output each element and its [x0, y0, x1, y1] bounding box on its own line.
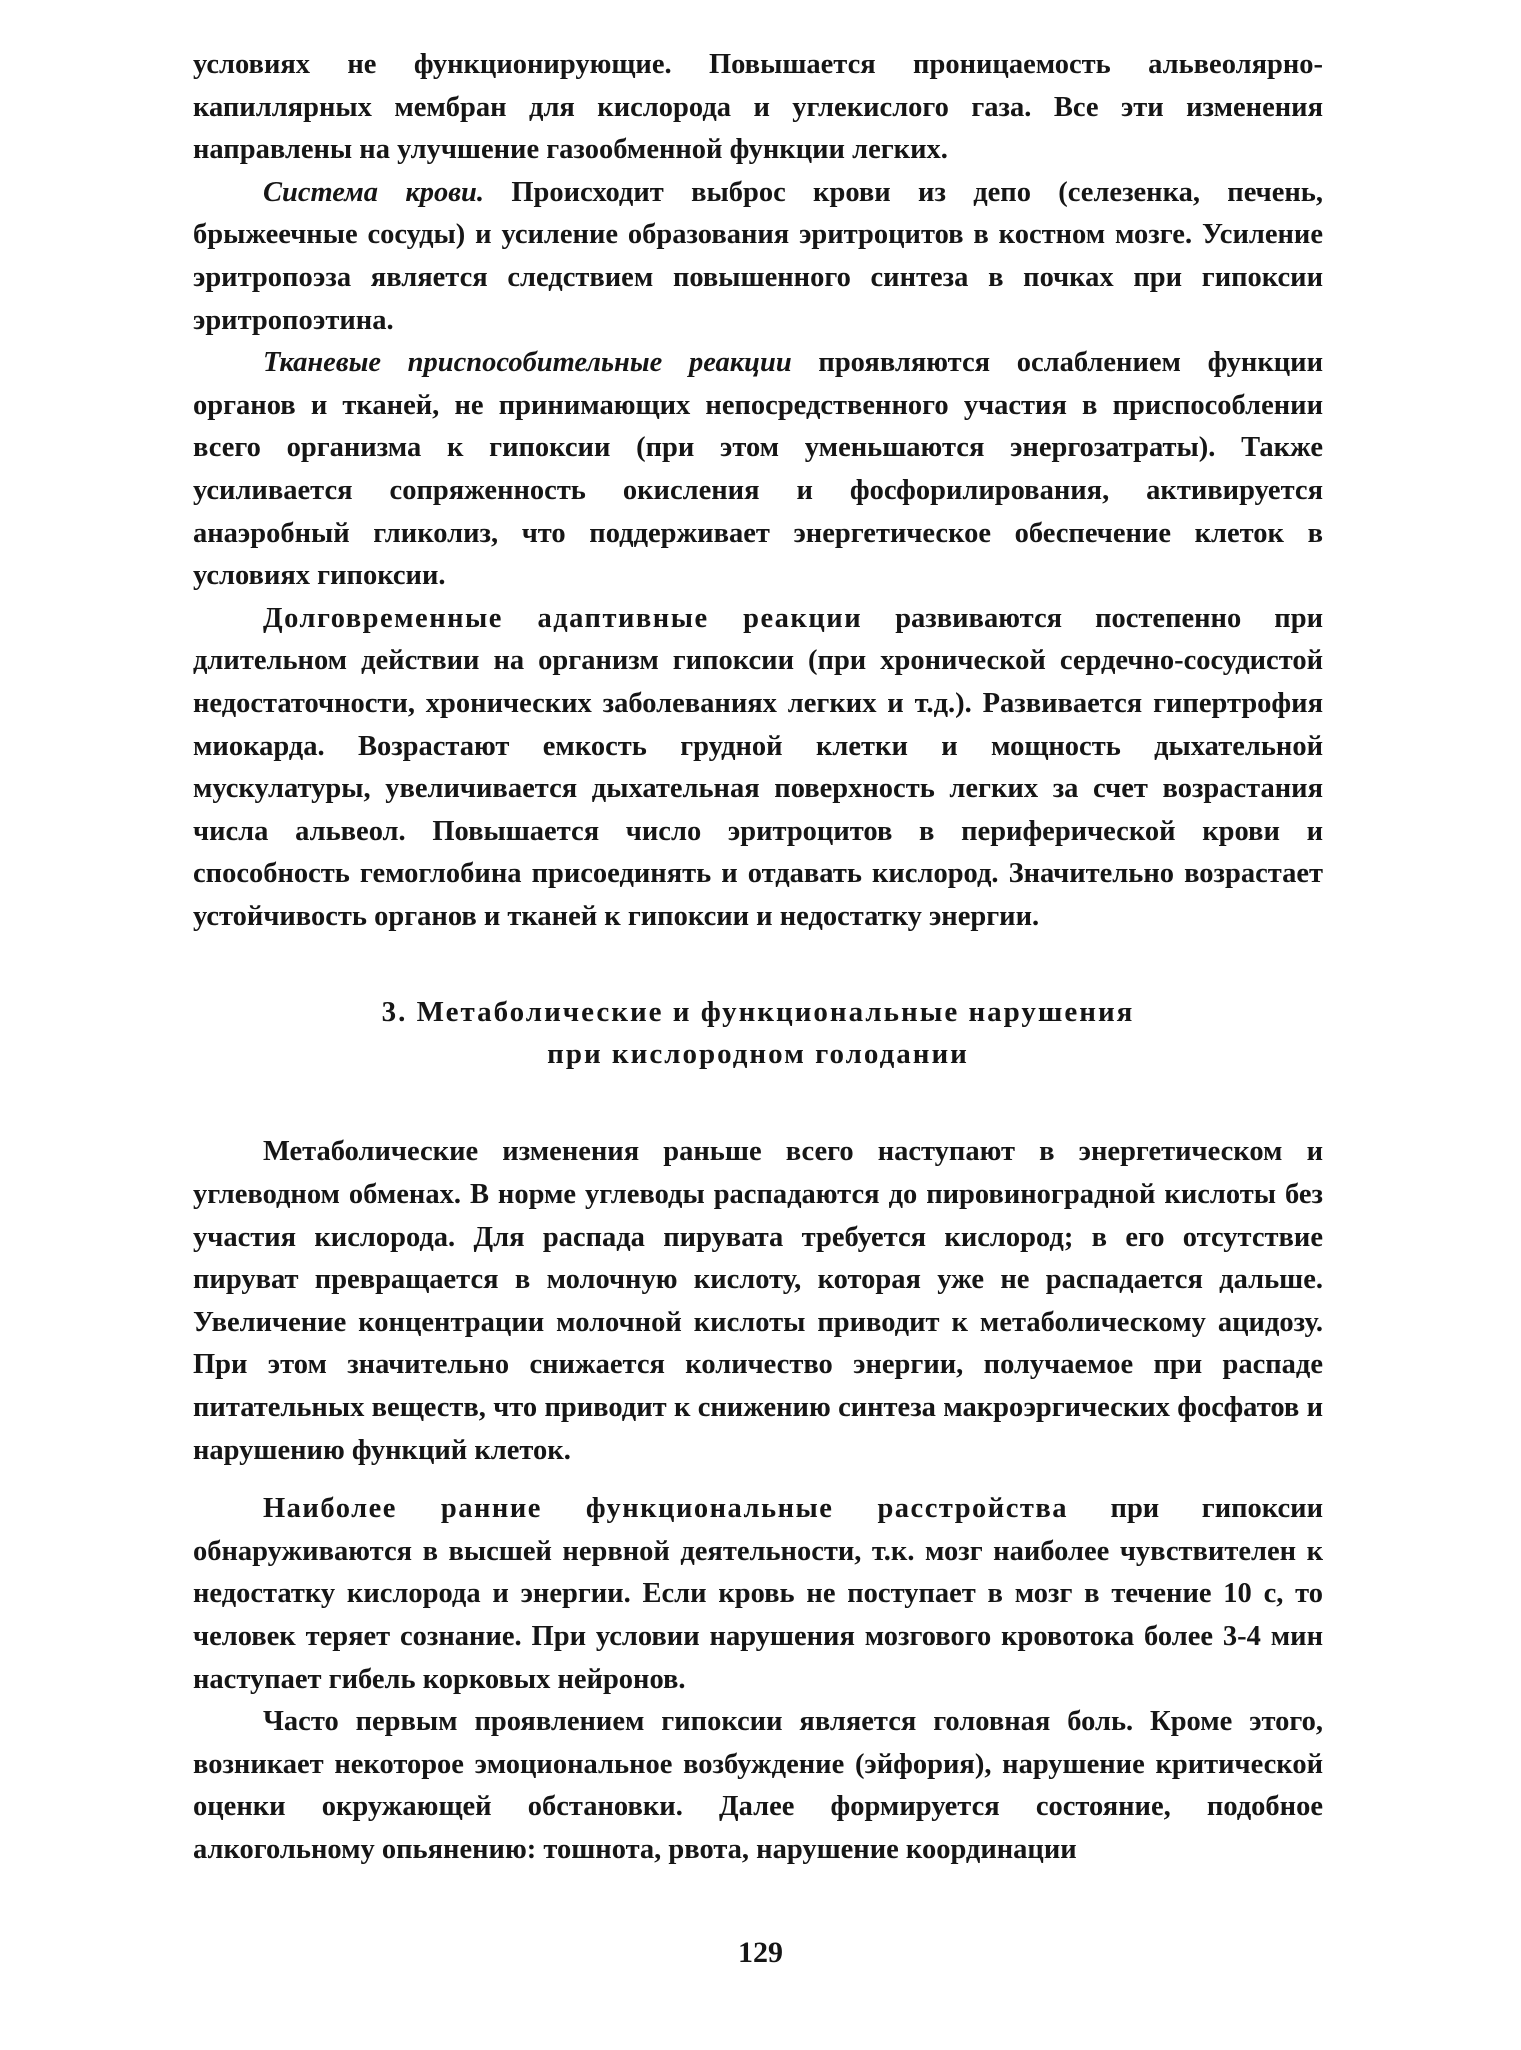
paragraph-lead-blood-system: Система крови. [263, 176, 485, 208]
section-heading [193, 991, 1323, 1075]
paragraph-headache: Часто первым проявлением гипоксии является головная боль. Кроме этого, возникает некоторое эмоциональное возбуждение (эйфория), нарушение критической оценки окружающей обстановки. Далее формируется состояние, подобное алкогольному опьянению: тошнота, рвота, нарушение координации [193, 1706, 1323, 1865]
paragraph-text-tissue-reactions: проявляются ослаблением функции органов и тканей, не принимающих непосредственного участия в приспособлении всего организма к гипоксии (при этом уменьшаются энергозатраты). Также усиливается сопряженность окисления и фосфорилирования, активируется анаэробный гликолиз, что поддерживает энергетическое обеспечение клеток в условиях гипоксии. [193, 347, 1324, 592]
section-heading-line-1: 3. Метаболические и функциональные нарушения [381, 996, 1135, 1029]
section-heading-line-2: при кислородном голодании [547, 1038, 969, 1071]
paragraph-lead-early-disorders: Наиболее ранние функциональные расстройства [263, 1493, 1069, 1525]
paragraph-metabolic-changes: Метаболические изменения раньше всего наступают в энергетическом и углеводном обменах. В норме углеводы распадаются до пировиноградной кислоты без участия кислорода. Для распада пирувата требуется кислород; в его отсутствие пируват превращается в молочную кислоту, которая уже не распадается дальше. Увеличение концентрации молочной кислоты приводит к метаболическому ацидозу. При этом значительно снижается количество энергии, получаемое при распаде питательных веществ, что приводит к снижению синтеза макроэргических фосфатов и нарушению функций клеток. [193, 1136, 1323, 1466]
paragraph-lead-tissue-reactions: Тканевые приспособительные реакции [263, 347, 792, 379]
paragraph-long-term-adaptation [193, 598, 1323, 939]
paragraph-tissue-reactions [193, 342, 1323, 598]
paragraph-lead-long-term-adaptation: Долговременные адаптивные реакции [263, 602, 863, 634]
paragraph-text-blood-system: Происходит выброс крови из депо (селезенка, печень, брыжеечные сосуды) и усиление образования эритроцитов в костном мозге. Усиление эритропоэза является следствием повышенного синтеза в почках при гипоксии эритропоэтина. [193, 176, 1324, 336]
paragraph-text-early-disorders: при гипоксии обнаруживаются в высшей нервной деятельности, т.к. мозг наиболее чувствителен к недостатку кислорода и энергии. Если кровь не поступает в мозг в течение 10 с, то человек теряет сознание. При условии нарушения мозгового кровотока более 3-4 мин наступает гибель корковых нейронов. [193, 1493, 1323, 1695]
paragraph-blood-system [193, 172, 1323, 342]
paragraph-early-disorders [193, 1488, 1323, 1701]
paragraph-1: условиях не функционирующие. Повышается проницаемость альвеолярно-капиллярных мембран для кислорода и углекислого газа. Все эти изменения направлены на улучшение газообменной функции легких. [193, 49, 1323, 166]
paragraph-text-long-term-adaptation: развиваются постепенно при длительном действии на организм гипоксии (при хронической сердечно-сосудистой недостаточности, хронических заболеваниях легких и т.д.). Развивается гипертрофия миокарда. Возрастают емкость грудной клетки и мощность дыхательной мускулатуры, увеличивается дыхательная поверхность легких за счет возрастания числа альвеол. Повышается число эритроцитов в периферической крови и способность гемоглобина присоединять и отдавать кислород. Значительно возрастает устойчивость органов и тканей к гипоксии и недостатку энергии. [193, 602, 1323, 932]
page-body [193, 44, 1323, 1872]
page-number: 129 [738, 1936, 783, 1969]
